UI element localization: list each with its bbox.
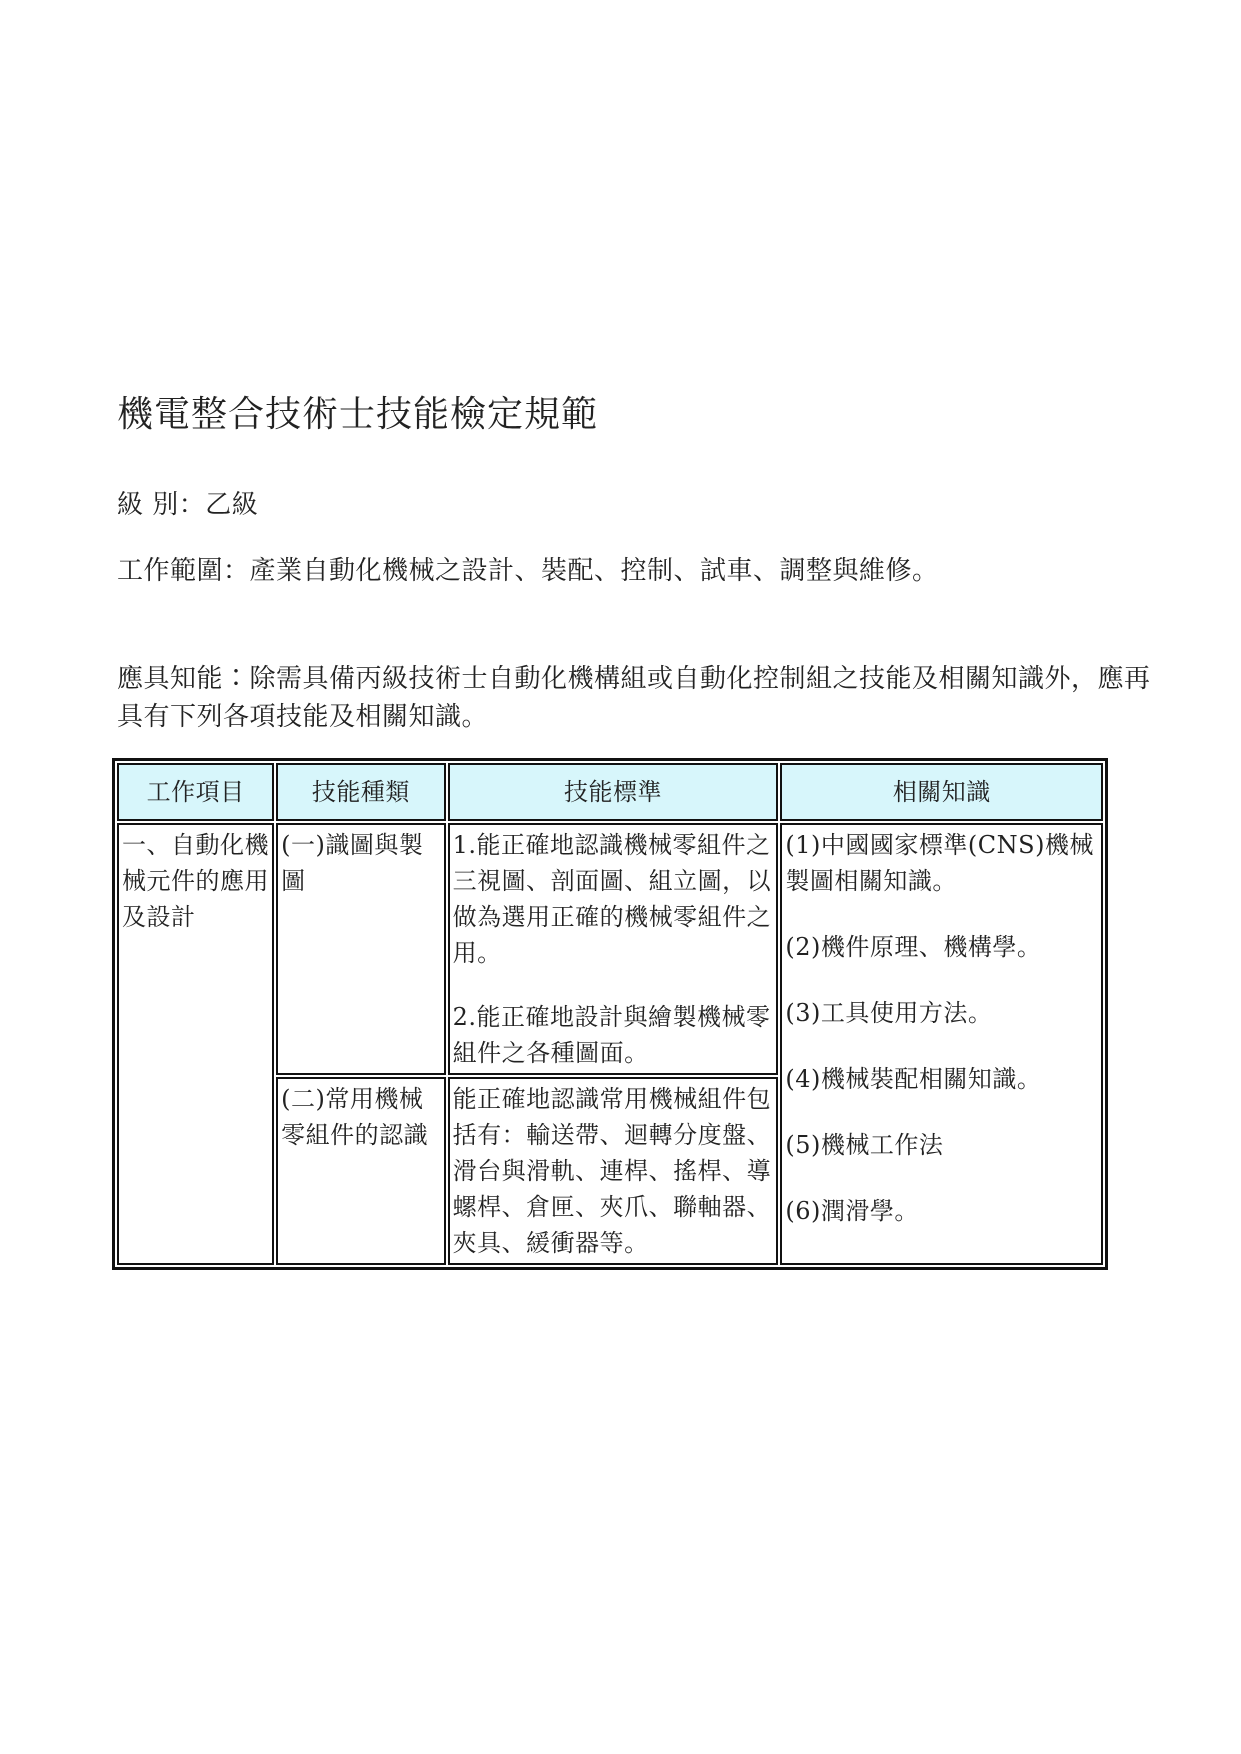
header-skill-standard: 技能標準 [448,763,779,821]
skill-type-cell: (二)常用機械零組件的認識 [276,1077,445,1265]
skills-table [112,758,1108,1270]
skill-type-cell: (一)識圖與製圖 [276,823,445,1075]
knowledge-requirement: 應具知能∶除需具備丙級技術士自動化機構組或自動化控制組之技能及相關知識外，應再具有下列各項技能及相關知識。 [117,664,1151,732]
document-title: 機電整合技術士技能檢定規範 [117,394,599,435]
header-related-knowledge: 相關知識 [780,763,1103,821]
knowledge-item: (4)機械裝配相關知識。 [785,1065,1042,1093]
standard-item: 1.能正確地認識機械零組件之三視圖、剖面圖、組立圖，以做為選用正確的機械零組件之用。 [452,831,772,967]
header-work-item: 工作項目 [117,763,274,821]
table-row [117,823,1103,1075]
work-item-cell: 一、自動化機械元件的應用及設計 [117,823,274,1265]
standard-item: 2.能正確地設計與繪製機械零組件之各種圖面。 [452,1003,771,1067]
work-scope: 工作範圍：產業自動化機械之設計、裝配、控制、試車、調整與維修。 [117,556,939,586]
header-skill-type: 技能種類 [276,763,445,821]
knowledge-item: (5)機械工作法 [785,1131,944,1159]
knowledge-item: (2)機件原理、機構學。 [785,933,1042,961]
table-header-row [117,763,1103,821]
related-knowledge-cell [780,823,1103,1265]
knowledge-item: (1)中國國家標準(CNS)機械製圖相關知識。 [785,831,1094,895]
knowledge-item: (6)潤滑學。 [785,1197,919,1225]
skill-standard-cell [448,823,779,1075]
knowledge-item: (3)工具使用方法。 [785,999,993,1027]
level-line: 級 別：乙級 [117,490,259,520]
skill-standard-cell: 能正確地認識常用機械組件包括有：輸送帶、迴轉分度盤、滑台與滑軌、連桿、搖桿、導螺桿、倉匣、夾爪、聯軸器、夾具、緩衝器等。 [448,1077,779,1265]
